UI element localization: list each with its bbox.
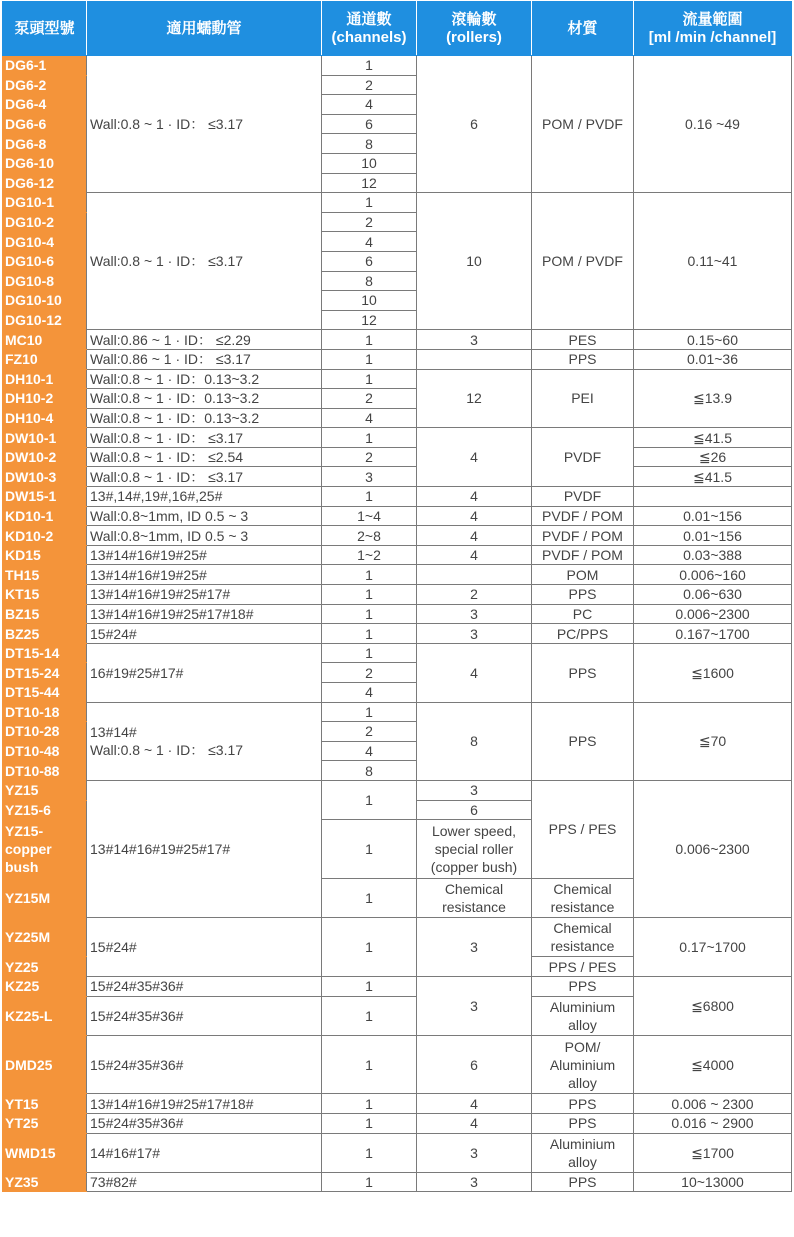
spec-cell: PVDF / POM: [532, 545, 634, 565]
hose-cell: 13#14#16#19#25#: [87, 565, 322, 585]
spec-cell: 0.17~1700: [634, 918, 792, 977]
spec-cell: PVDF: [532, 487, 634, 507]
spec-cell: 2: [322, 212, 417, 232]
spec-cell: PPS / PES: [532, 957, 634, 977]
model-cell: DG6-8: [3, 134, 87, 154]
table-row: [3, 624, 792, 644]
spec-cell: 4: [417, 428, 532, 487]
model-cell: DG10-12: [3, 310, 87, 330]
hose-cell: Wall:0.8 ~ 1 · ID： ≤3.17: [87, 56, 322, 193]
spec-cell: [417, 565, 532, 585]
table-row: [3, 1094, 792, 1114]
spec-cell: 0.016 ~ 2900: [634, 1114, 792, 1134]
spec-cell: PPS: [532, 1094, 634, 1114]
hose-cell: 15#24#35#36#: [87, 1035, 322, 1094]
hose-cell: Wall:0.86 ~ 1 · ID： ≤3.17: [87, 349, 322, 369]
model-cell: DH10-1: [3, 369, 87, 389]
spec-cell: 1: [322, 996, 417, 1035]
spec-cell: 3: [417, 1172, 532, 1192]
model-cell: YZ15: [3, 780, 87, 800]
spec-cell: 1: [322, 585, 417, 605]
spec-cell: 6: [322, 251, 417, 271]
hose-cell: 15#24#: [87, 624, 322, 644]
table-row: [3, 428, 792, 448]
hose-cell: 15#24#35#36#: [87, 1114, 322, 1134]
spec-cell: 1: [322, 487, 417, 507]
model-cell: DT10-48: [3, 741, 87, 761]
model-cell: TH15: [3, 565, 87, 585]
model-cell: DG6-12: [3, 173, 87, 193]
spec-cell: PPS / PES: [532, 780, 634, 878]
model-cell: KZ25-L: [3, 996, 87, 1035]
header-row: [3, 2, 792, 56]
spec-cell: 4: [322, 232, 417, 252]
spec-cell: 1: [322, 193, 417, 213]
model-cell: YZ15-6: [3, 800, 87, 820]
spec-cell: 0.01~156: [634, 506, 792, 526]
spec-cell: PEI: [532, 369, 634, 428]
table-row: [3, 349, 792, 369]
table-row: [3, 447, 792, 467]
spec-cell: 1: [322, 1035, 417, 1094]
hose-cell: Wall:0.8 ~ 1 · ID：0.13~3.2: [87, 408, 322, 428]
hose-cell: 73#82#: [87, 1172, 322, 1192]
model-cell: DG6-10: [3, 153, 87, 173]
model-cell: DG10-1: [3, 193, 87, 213]
model-cell: DW15-1: [3, 487, 87, 507]
spec-cell: ≦13.9: [634, 369, 792, 428]
spec-cell: PVDF / POM: [532, 526, 634, 546]
spec-cell: 0.167~1700: [634, 624, 792, 644]
model-cell: MC10: [3, 330, 87, 350]
spec-cell: 0.01~36: [634, 349, 792, 369]
spec-cell: Chemical resistance: [417, 878, 532, 917]
spec-cell: PVDF / POM: [532, 506, 634, 526]
table-row: [3, 545, 792, 565]
model-cell: DG10-4: [3, 232, 87, 252]
spec-cell: 4: [417, 487, 532, 507]
table-row: [3, 1035, 792, 1055]
spec-cell: PC/PPS: [532, 624, 634, 644]
hose-cell: 14#16#17#: [87, 1133, 322, 1172]
header-channels: 通道數 (channels): [322, 2, 417, 56]
spec-cell: 3: [417, 330, 532, 350]
model-cell: FZ10: [3, 349, 87, 369]
spec-cell: 1: [322, 820, 417, 879]
spec-cell: 10: [322, 153, 417, 173]
table-row: [3, 702, 792, 722]
hose-cell: Wall:0.8 ~ 1 · ID： ≤2.54: [87, 447, 322, 467]
spec-cell: 1: [322, 428, 417, 448]
header-material: 材質: [532, 2, 634, 56]
table-row: [3, 526, 792, 546]
table-row: [3, 369, 792, 389]
model-cell: DW10-2: [3, 447, 87, 467]
spec-cell: 3: [417, 918, 532, 977]
model-cell: DT15-44: [3, 683, 87, 703]
table-row: [3, 330, 792, 350]
table-row: [3, 565, 792, 585]
spec-cell: 0.11~41: [634, 193, 792, 330]
table-row: [3, 487, 792, 507]
spec-cell: 4: [417, 1094, 532, 1114]
spec-cell: 0.006~2300: [634, 780, 792, 917]
spec-cell: 3: [417, 604, 532, 624]
spec-cell: 2: [322, 75, 417, 95]
model-cell: YZ15M: [3, 878, 87, 917]
model-cell: DT15-24: [3, 663, 87, 683]
spec-cell: Aluminium alloy: [532, 996, 634, 1035]
model-cell: BZ25: [3, 624, 87, 644]
table-row: [3, 643, 792, 663]
model-cell: DG6-1: [3, 56, 87, 76]
hose-cell: 13#14#16#19#25#17#18#: [87, 1094, 322, 1114]
model-cell: DW10-1: [3, 428, 87, 448]
spec-cell: 1: [322, 330, 417, 350]
spec-cell: 4: [322, 95, 417, 115]
table-row: [3, 918, 792, 938]
model-cell: DG10-10: [3, 291, 87, 311]
spec-cell: ≦26: [634, 447, 792, 467]
hose-cell: 15#24#35#36#: [87, 976, 322, 996]
spec-cell: ≦6800: [634, 976, 792, 1035]
model-cell: DH10-2: [3, 389, 87, 409]
spec-cell: 1: [322, 604, 417, 624]
spec-cell: 10~13000: [634, 1172, 792, 1192]
hose-cell: Wall:0.8 ~ 1 · ID： ≤3.17: [87, 428, 322, 448]
spec-cell: ≦70: [634, 702, 792, 780]
model-cell: YZ25M: [3, 918, 87, 957]
hose-cell: Wall:0.8~1mm, ID 0.5 ~ 3: [87, 526, 322, 546]
model-cell: KT15: [3, 585, 87, 605]
spec-cell: [417, 349, 532, 369]
model-cell: YZ15- copper bush: [3, 820, 87, 879]
spec-cell: 1: [322, 643, 417, 663]
spec-cell: 4: [417, 526, 532, 546]
spec-cell: 4: [417, 506, 532, 526]
model-cell: YZ35: [3, 1172, 87, 1192]
model-cell: KZ25: [3, 976, 87, 996]
hose-cell: Wall:0.86 ~ 1 · ID： ≤2.29: [87, 330, 322, 350]
spec-cell: 2: [322, 722, 417, 742]
spec-cell: ≦41.5: [634, 428, 792, 448]
pump-head-spec-table: [2, 1, 792, 1192]
spec-cell: 1~2: [322, 545, 417, 565]
spec-cell: POM / PVDF: [532, 193, 634, 330]
spec-cell: PPS: [532, 349, 634, 369]
table-row: [3, 193, 792, 213]
header-model: 泵頭型號: [3, 2, 87, 56]
spec-cell: 1~4: [322, 506, 417, 526]
spec-cell: ≦41.5: [634, 467, 792, 487]
spec-cell: PPS: [532, 1172, 634, 1192]
spec-cell: ≦4000: [634, 1035, 792, 1094]
table-body: [3, 56, 792, 1192]
spec-cell: 8: [322, 271, 417, 291]
table-row: [3, 585, 792, 605]
spec-cell: 6: [417, 1035, 532, 1094]
spec-cell: 0.16 ~49: [634, 56, 792, 193]
table-row: [3, 1114, 792, 1134]
spec-cell: POM: [532, 565, 634, 585]
spec-cell: PVDF: [532, 428, 634, 487]
spec-cell: 8: [322, 761, 417, 781]
hose-cell: Wall:0.8 ~ 1 · ID： ≤3.17: [87, 467, 322, 487]
spec-cell: ≦1600: [634, 643, 792, 702]
hose-cell: Wall:0.8 ~ 1 · ID： ≤3.17: [87, 193, 322, 330]
table-row: [3, 780, 792, 800]
spec-cell: 12: [322, 310, 417, 330]
model-cell: YZ25: [3, 957, 87, 977]
model-cell: DT15-14: [3, 643, 87, 663]
spec-cell: 0.006~2300: [634, 604, 792, 624]
spec-cell: 1: [322, 1172, 417, 1192]
hose-cell: 15#24#: [87, 918, 322, 977]
hose-cell: Wall:0.8 ~ 1 · ID：0.13~3.2: [87, 389, 322, 409]
spec-cell: Chemical resistance: [532, 918, 634, 957]
header-rollers: 滾輪數 (rollers): [417, 2, 532, 56]
spec-cell: 1: [322, 1114, 417, 1134]
spec-cell: 2: [417, 585, 532, 605]
spec-cell: 4: [417, 643, 532, 702]
spec-cell: 2: [322, 663, 417, 683]
table-row: [3, 1133, 792, 1153]
spec-cell: 3: [417, 976, 532, 1035]
spec-cell: 10: [417, 193, 532, 330]
model-cell: KD15: [3, 545, 87, 565]
spec-cell: ≦1700: [634, 1133, 792, 1172]
model-cell: DG10-8: [3, 271, 87, 291]
header-hose: 適用蠕動管: [87, 2, 322, 56]
spec-cell: 6: [417, 800, 532, 820]
table-row: [3, 467, 792, 487]
hose-cell: 16#19#25#17#: [87, 643, 322, 702]
spec-cell: 12: [417, 369, 532, 428]
spec-cell: 4: [417, 1114, 532, 1134]
spec-cell: 0.15~60: [634, 330, 792, 350]
spec-cell: 12: [322, 173, 417, 193]
hose-cell: Wall:0.8 ~ 1 · ID：0.13~3.2: [87, 369, 322, 389]
spec-cell: 0.03~388: [634, 545, 792, 565]
spec-cell: 0.01~156: [634, 526, 792, 546]
spec-cell: POM / PVDF: [532, 56, 634, 193]
hose-cell: Wall:0.8~1mm, ID 0.5 ~ 3: [87, 506, 322, 526]
spec-cell: POM/ Aluminium alloy: [532, 1035, 634, 1094]
spec-cell: 3: [417, 624, 532, 644]
table-header: [3, 2, 792, 56]
spec-cell: 1: [322, 565, 417, 585]
model-cell: DG6-4: [3, 95, 87, 115]
spec-cell: 10: [322, 291, 417, 311]
model-cell: DW10-3: [3, 467, 87, 487]
spec-cell: 1: [322, 976, 417, 996]
spec-cell: 3: [417, 780, 532, 800]
spec-cell: PPS: [532, 643, 634, 702]
spec-cell: Aluminium alloy: [532, 1133, 634, 1172]
model-cell: BZ15: [3, 604, 87, 624]
spec-cell: 1: [322, 918, 417, 977]
header-flow: 流量範圍 [ml /min /channel]: [634, 2, 792, 56]
model-cell: DT10-88: [3, 761, 87, 781]
spec-cell: 3: [322, 467, 417, 487]
table-row: [3, 976, 792, 996]
spec-cell: 0.06~630: [634, 585, 792, 605]
spec-cell: 1: [322, 349, 417, 369]
hose-cell: 13#14#16#19#25#17#: [87, 780, 322, 917]
spec-cell: [634, 487, 792, 507]
hose-cell: 13#,14#,19#,16#,25#: [87, 487, 322, 507]
spec-cell: PC: [532, 604, 634, 624]
spec-cell: 1: [322, 702, 417, 722]
model-cell: KD10-1: [3, 506, 87, 526]
hose-cell: 13#14# Wall:0.8 ~ 1 · ID： ≤3.17: [87, 702, 322, 780]
model-cell: DT10-28: [3, 722, 87, 742]
spec-cell: 3: [417, 1133, 532, 1172]
hose-cell: 13#14#16#19#25#17#: [87, 585, 322, 605]
spec-cell: 1: [322, 878, 417, 917]
model-cell: DMD25: [3, 1035, 87, 1094]
model-cell: YT25: [3, 1114, 87, 1134]
spec-cell: 6: [417, 56, 532, 193]
spec-cell: 8: [322, 134, 417, 154]
spec-cell: PPS: [532, 1114, 634, 1134]
model-cell: KD10-2: [3, 526, 87, 546]
spec-cell: 1: [322, 780, 417, 819]
spec-cell: 2: [322, 447, 417, 467]
table-row: [3, 1172, 792, 1192]
spec-cell: 2: [322, 389, 417, 409]
spec-cell: 0.006~160: [634, 565, 792, 585]
table-row: [3, 506, 792, 526]
spec-cell: 4: [322, 741, 417, 761]
hose-cell: 13#14#16#19#25#17#18#: [87, 604, 322, 624]
model-cell: DH10-4: [3, 408, 87, 428]
spec-cell: PES: [532, 330, 634, 350]
spec-cell: 1: [322, 1094, 417, 1114]
spec-cell: 1: [322, 369, 417, 389]
hose-cell: 13#14#16#19#25#: [87, 545, 322, 565]
table-row: [3, 604, 792, 624]
spec-cell: 1: [322, 1133, 417, 1172]
hose-cell: 15#24#35#36#: [87, 996, 322, 1035]
spec-cell: 1: [322, 624, 417, 644]
spec-cell: 0.006 ~ 2300: [634, 1094, 792, 1114]
model-cell: DG10-6: [3, 251, 87, 271]
spec-cell: 4: [417, 545, 532, 565]
spec-cell: PPS: [532, 976, 634, 996]
spec-cell: PPS: [532, 585, 634, 605]
spec-cell: 8: [417, 702, 532, 780]
model-cell: DT10-18: [3, 702, 87, 722]
table-row: [3, 56, 792, 76]
model-cell: DG6-2: [3, 75, 87, 95]
model-cell: YT15: [3, 1094, 87, 1114]
spec-cell: 6: [322, 114, 417, 134]
spec-cell: 1: [322, 56, 417, 76]
spec-cell: 2~8: [322, 526, 417, 546]
spec-cell: 4: [322, 683, 417, 703]
spec-cell: PPS: [532, 702, 634, 780]
model-cell: DG10-2: [3, 212, 87, 232]
spec-cell: Lower speed, special roller (copper bush): [417, 820, 532, 879]
spec-cell: 4: [322, 408, 417, 428]
model-cell: WMD15: [3, 1133, 87, 1172]
spec-cell: Chemical resistance: [532, 878, 634, 917]
model-cell: DG6-6: [3, 114, 87, 134]
